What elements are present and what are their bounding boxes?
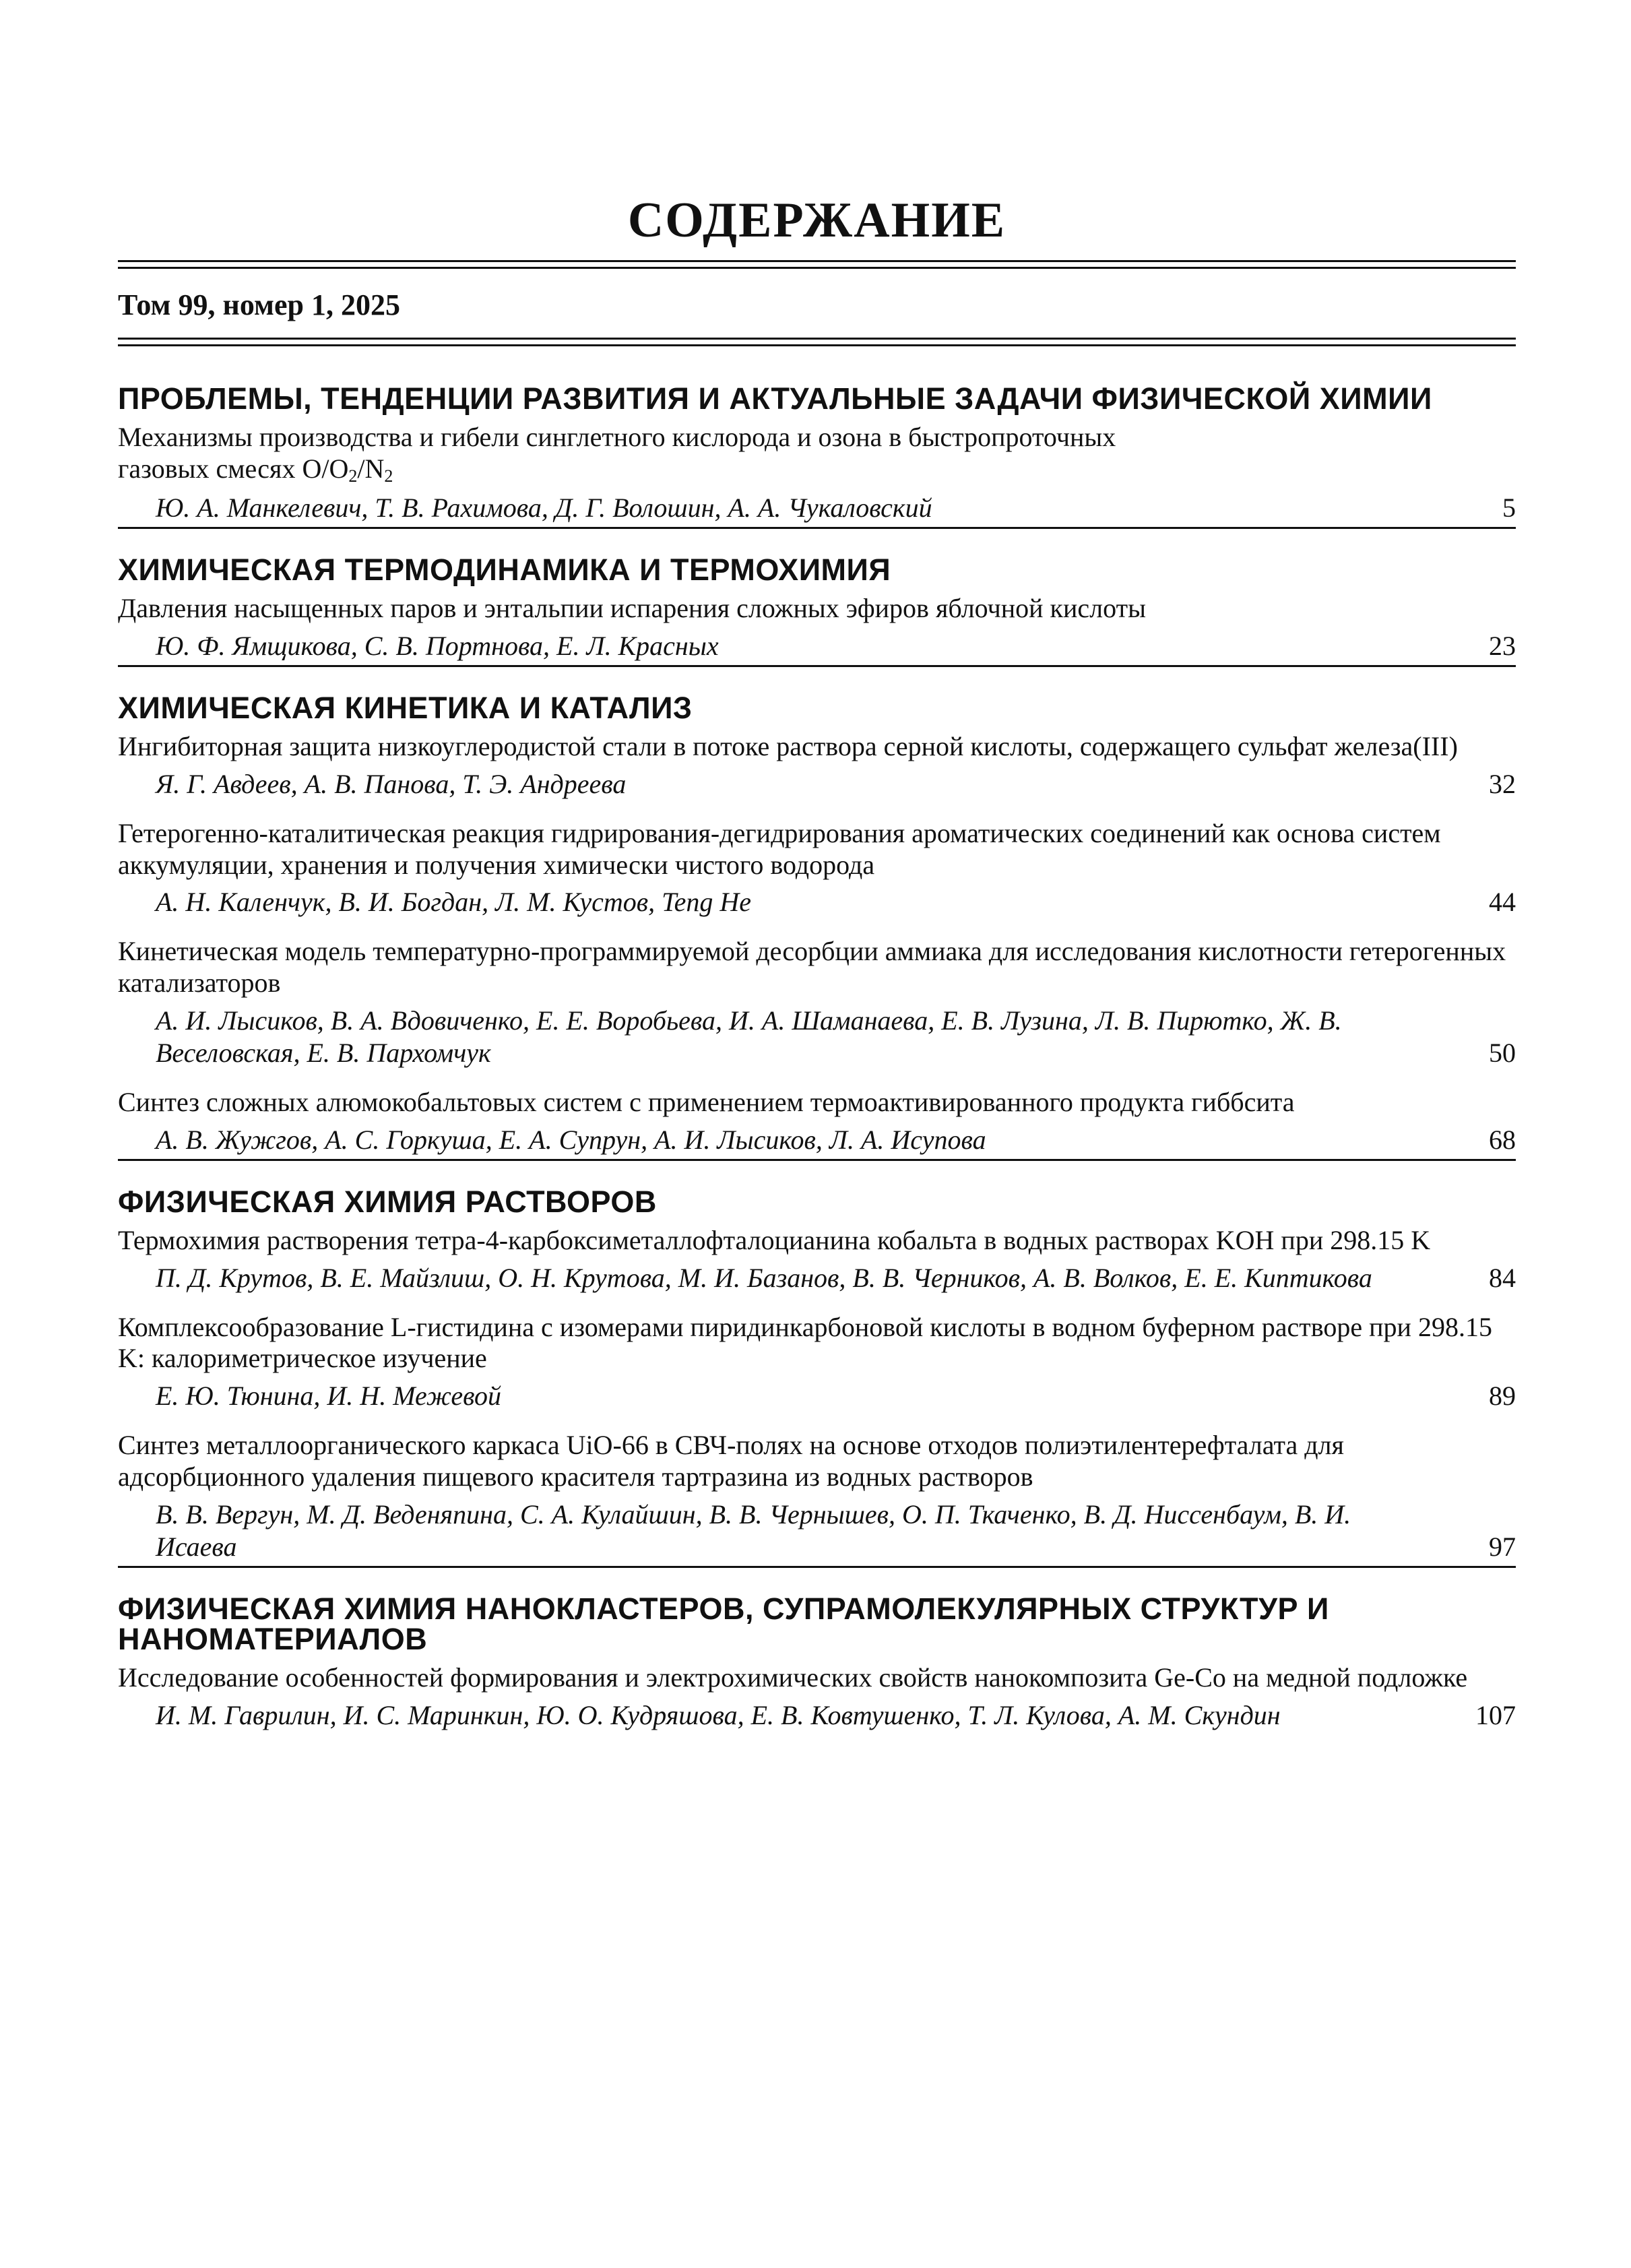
article-authors: А. Н. Каленчук, В. И. Богдан, Л. М. Кустов, Teng He — [156, 887, 752, 918]
section-title: ФИЗИЧЕСКАЯ ХИМИЯ НАНОКЛАСТЕРОВ, СУПРАМОЛЕКУЛЯРНЫХ СТРУКТУР И НАНОМАТЕРИАЛОВ — [118, 1591, 1329, 1656]
article-entry[interactable] — [118, 422, 1516, 524]
article-title: Давления насыщенных паров и энтальпии испарения сложных эфиров яблочной кислоты — [118, 593, 1146, 624]
page-number: 23 — [1489, 631, 1516, 661]
article-entry[interactable] — [118, 1430, 1516, 1563]
page-number: 44 — [1489, 887, 1516, 918]
section-title: ХИМИЧЕСКАЯ КИНЕТИКА И КАТАЛИЗ — [118, 691, 693, 725]
section-thermodynamics — [118, 555, 1516, 667]
issue-double-rule — [118, 338, 1516, 346]
article-title: Комплексообразование L-гистидина с изомерами пиридинкарбоновой кислоты в водном буферном растворе при 298.15 K: калориметрическое изучение — [118, 1311, 1492, 1374]
section-title: ПРОБЛЕМЫ, ТЕНДЕНЦИИ РАЗВИТИЯ И АКТУАЛЬНЫЕ ЗАДАЧИ ФИЗИЧЕСКОЙ ХИМИИ — [118, 381, 1432, 416]
article-entry[interactable] — [118, 936, 1516, 1069]
section-nanomaterials — [118, 1591, 1516, 1734]
page-number: 107 — [1475, 1699, 1516, 1730]
page-number: 89 — [1489, 1381, 1516, 1412]
article-entry[interactable] — [118, 1225, 1516, 1294]
article-authors: П. Д. Крутов, В. Е. Майзлиш, О. Н. Крутова, М. И. Базанов, В. В. Черников, А. В. Волков, Е. Е. Киптикова — [156, 1262, 1372, 1293]
article-authors: В. В. Вергун, М. Д. Веденяпина, С. А. Кулайшин, В. В. Чернышев, О. П. Ткаченко, В. Д. Ниссенбаум, В. И. Исаева — [156, 1499, 1351, 1562]
article-authors: И. М. Гаврилин, И. С. Маринкин, Ю. О. Кудряшова, Е. В. Ковтушенко, Т. Л. Кулова, А. М. Скундин — [156, 1699, 1281, 1730]
table-of-contents — [118, 383, 1516, 1734]
section-kinetics — [118, 693, 1516, 1161]
article-entry[interactable] — [118, 1662, 1516, 1732]
page-number: 97 — [1489, 1531, 1516, 1562]
article-title: Кинетическая модель температурно-программируемой десорбции аммиака для исследования кислотности гетерогенных катализаторов — [118, 936, 1506, 999]
article-entry[interactable] — [118, 1312, 1516, 1413]
article-authors: А. И. Лысиков, В. А. Вдовиченко, Е. Е. Воробьева, И. А. Шаманаева, Е. В. Лузина, Л. В. Пирютко, Ж. В. Веселовская, Е. В. Пархомчук — [156, 1005, 1342, 1068]
toc-page — [118, 195, 1516, 1760]
article-title: Термохимия растворения тетра-4-карбоксиметаллофталоцианина кобальта в водных растворах KOH при 298.15 K — [118, 1224, 1431, 1255]
article-title: Гетерогенно-каталитическая реакция гидрирования-дегидрирования ароматических соединений как основа систем аккумуляции, хранения и получения химически чистого водорода — [118, 817, 1441, 880]
article-title: Синтез сложных алюмокобальтовых систем с применением термоактивированного продукта гиббсита — [118, 1086, 1295, 1117]
section-solutions — [118, 1184, 1516, 1568]
article-authors: А. В. Жужгов, А. С. Горкуша, Е. А. Супрун, А. И. Лысиков, Л. А. Исупова — [156, 1124, 986, 1155]
article-authors: Е. Ю. Тюнина, И. Н. Межевой — [156, 1381, 501, 1412]
article-authors: Ю. Ф. Ямщикова, С. В. Портнова, Е. Л. Красных — [156, 631, 719, 661]
article-title: Механизмы производства и гибели синглетного кислорода и озона в быстропроточных газовых смесях $O/O_2/N_2$ — [118, 422, 1116, 486]
page-number: 84 — [1489, 1262, 1516, 1293]
article-entry[interactable] — [118, 818, 1516, 919]
section-problems — [118, 383, 1516, 529]
page-title: СОДЕРЖАНИЕ — [627, 193, 1006, 248]
article-authors: Ю. А. Манкелевич, Т. В. Рахимова, Д. Г. Волошин, А. А. Чукаловский — [156, 493, 932, 524]
article-title: Исследование особенностей формирования и электрохимических свойств нанокомпозита Ge-Co на медной подложке — [118, 1662, 1468, 1693]
article-authors: Я. Г. Авдеев, А. В. Панова, Т. Э. Андреева — [156, 768, 627, 799]
article-entry[interactable] — [118, 1087, 1516, 1156]
section-title: ХИМИЧЕСКАЯ ТЕРМОДИНАМИКА И ТЕРМОХИМИЯ — [118, 553, 891, 588]
article-title: Синтез металлоорганического каркаса UiO-66 в СВЧ-полях на основе отходов полиэтилентерефталата для адсорбционного удаления пищевого красителя тартразина из водных растворов — [118, 1430, 1344, 1492]
page-number: 68 — [1489, 1124, 1516, 1155]
page-number: 5 — [1502, 493, 1516, 524]
section-title: ФИЗИЧЕСКАЯ ХИМИЯ РАСТВОРОВ — [118, 1184, 657, 1219]
article-title: Ингибиторная защита низкоуглеродистой стали в потоке раствора серной кислоты, содержащего сульфат железа(III) — [118, 731, 1458, 761]
article-entry[interactable] — [118, 593, 1516, 662]
page-number: 32 — [1489, 768, 1516, 799]
page-number: 50 — [1489, 1037, 1516, 1068]
article-entry[interactable] — [118, 731, 1516, 800]
issue-info: Том 99, номер 1, 2025 — [118, 288, 400, 321]
top-double-rule — [118, 260, 1516, 269]
